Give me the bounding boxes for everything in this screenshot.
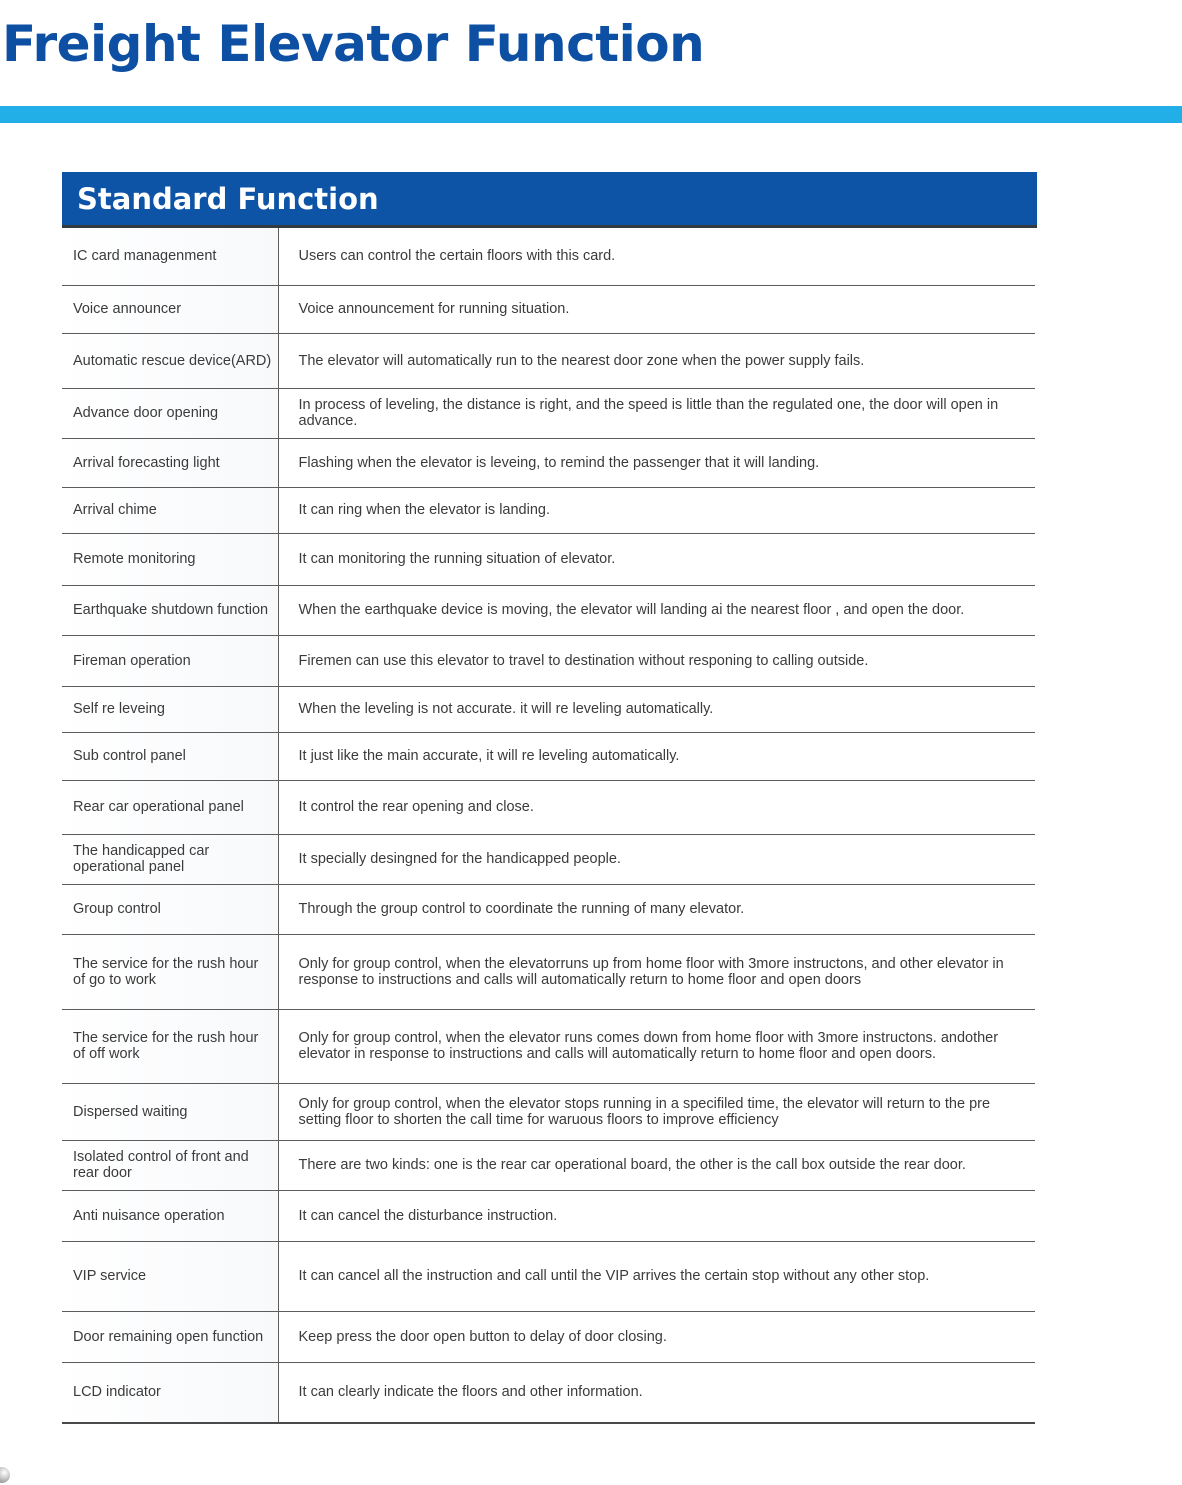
function-description-cell <box>278 388 1035 438</box>
function-name-cell <box>62 1140 278 1190</box>
function-description-cell <box>278 1083 1035 1140</box>
function-description-cell <box>278 487 1035 533</box>
section-header <box>62 172 1037 228</box>
function-name-cell <box>62 333 278 388</box>
function-name: Sub control panel <box>73 748 186 764</box>
table-row <box>62 487 1035 533</box>
table-row <box>62 438 1035 487</box>
function-description: In process of leveling, the distance is right, and the speed is little than the regulated one, the door will open in advance. <box>298 397 999 429</box>
table-row <box>62 1009 1035 1083</box>
corner-decoration <box>0 1467 10 1483</box>
table-row <box>62 732 1035 780</box>
function-name-cell <box>62 285 278 333</box>
function-name: Remote monitoring <box>73 551 196 567</box>
function-description-cell <box>278 1362 1035 1423</box>
function-name: IC card managenment <box>73 248 217 265</box>
table-row <box>62 1362 1035 1423</box>
function-name-cell <box>62 834 278 884</box>
standard-function-table <box>62 172 1037 1424</box>
table-row <box>62 585 1035 635</box>
function-name: Anti nuisance operation <box>73 1207 225 1224</box>
table-row <box>62 285 1035 333</box>
function-name-cell <box>62 732 278 780</box>
function-description-cell <box>278 635 1035 686</box>
function-name-cell <box>62 1083 278 1140</box>
function-name: Door remaining open function <box>73 1328 264 1345</box>
table-row <box>62 1140 1035 1190</box>
function-description-cell <box>278 1311 1035 1362</box>
function-name-cell <box>62 1311 278 1362</box>
function-name-cell <box>62 1241 278 1311</box>
function-name: The service for the rush hour of off work <box>73 1030 259 1062</box>
function-description-cell <box>278 1140 1035 1190</box>
function-name-cell <box>62 1190 278 1241</box>
function-description-cell <box>278 533 1035 585</box>
function-name-cell <box>62 228 278 285</box>
function-description: It can ring when the elevator is landing. <box>298 502 550 518</box>
table-row <box>62 333 1035 388</box>
function-description: Through the group control to coordinate the running of many elevator. <box>298 901 745 917</box>
function-name: Self re leveing <box>73 701 165 717</box>
function-description: Only for group control, when the elevator stops running in a specifiled time, the elevator will return to the pre setting floor to shorten the call time for waruous floors to improve efficiency <box>298 1095 991 1128</box>
function-name-cell <box>62 487 278 533</box>
function-description-cell <box>278 1190 1035 1241</box>
function-name-cell <box>62 533 278 585</box>
function-description: When the leveling is not accurate. it will re leveling automatically. <box>298 701 714 717</box>
table-row <box>62 934 1035 1009</box>
function-description: It control the rear opening and close. <box>298 799 534 815</box>
function-name: Advance door opening <box>73 405 219 421</box>
function-description-cell <box>278 228 1035 285</box>
function-description: Voice announcement for running situation. <box>298 301 570 317</box>
function-description-cell <box>278 732 1035 780</box>
function-description-cell <box>278 585 1035 635</box>
function-description-cell <box>278 780 1035 834</box>
function-description-cell <box>278 1241 1035 1311</box>
function-description: Firemen can use this elevator to travel to destination without responing to calling outside. <box>298 652 869 669</box>
function-description: It just like the main accurate, it will re leveling automatically. <box>298 748 680 764</box>
function-name-cell <box>62 438 278 487</box>
table-row <box>62 228 1035 285</box>
table-row <box>62 388 1035 438</box>
function-description-cell <box>278 438 1035 487</box>
table-row <box>62 533 1035 585</box>
function-description-cell <box>278 1009 1035 1083</box>
function-description: It can monitoring the running situation of elevator. <box>298 551 616 567</box>
function-name: VIP service <box>73 1268 147 1284</box>
function-description: Only for group control, when the elevator runs comes down from home floor with 3more instructons. andother elevator in response to instructions and calls will automatically return to home floor and open doors. <box>298 1030 999 1062</box>
table-row <box>62 1190 1035 1241</box>
function-name: Arrival forecasting light <box>73 454 220 471</box>
function-description: Keep press the door open button to delay of door closing. <box>298 1328 667 1345</box>
function-name: LCD indicator <box>73 1384 161 1401</box>
function-name: Dispersed waiting <box>73 1103 188 1120</box>
function-name: Isolated control of front and rear door <box>73 1149 249 1181</box>
function-name-cell <box>62 388 278 438</box>
function-name-cell <box>62 1362 278 1423</box>
function-name-cell <box>62 780 278 834</box>
function-description: Flashing when the elevator is leveing, to remind the passenger that it will landing. <box>298 454 820 471</box>
function-description-cell <box>278 686 1035 732</box>
function-name: Arrival chime <box>73 502 157 518</box>
function-description: It specially desingned for the handicapped people. <box>298 851 621 867</box>
table-row <box>62 884 1035 934</box>
function-description-cell <box>278 884 1035 934</box>
function-name-cell <box>62 585 278 635</box>
page-title: Freight Elevator Function <box>2 15 705 73</box>
function-description: When the earthquake device is moving, the elevator will landing ai the nearest floor , and open the door. <box>298 602 965 618</box>
function-description: Only for group control, when the elevatorruns up from home floor with 3more instructons, and other elevator in response to instructions and calls will automatically return to home floor and open doors <box>298 955 1004 988</box>
function-description: Users can control the certain floors with this card. <box>298 248 616 265</box>
table-row <box>62 1311 1035 1362</box>
function-name-cell <box>62 934 278 1009</box>
function-description-cell <box>278 285 1035 333</box>
table-row <box>62 635 1035 686</box>
function-name: Voice announcer <box>73 301 182 317</box>
function-description-cell <box>278 834 1035 884</box>
section-title: Standard Function <box>77 181 379 216</box>
table-row <box>62 1241 1035 1311</box>
function-name: The handicapped car operational panel <box>73 843 210 875</box>
function-name-cell <box>62 884 278 934</box>
function-description: The elevator will automatically run to the nearest door zone when the power supply fails. <box>298 352 865 369</box>
function-name: Fireman operation <box>73 652 191 669</box>
function-name-cell <box>62 1009 278 1083</box>
function-table <box>62 228 1035 1424</box>
function-name-cell <box>62 635 278 686</box>
function-name: Automatic rescue device(ARD) <box>73 352 272 369</box>
table-row <box>62 1083 1035 1140</box>
function-description: It can cancel all the instruction and call until the VIP arrives the certain stop without any other stop. <box>298 1268 930 1284</box>
function-description: It can clearly indicate the floors and other information. <box>298 1384 643 1401</box>
table-row <box>62 780 1035 834</box>
function-description-cell <box>278 333 1035 388</box>
function-name: Group control <box>73 901 161 917</box>
function-name: Rear car operational panel <box>73 799 244 815</box>
table-row <box>62 686 1035 732</box>
function-name: The service for the rush hour of go to work <box>73 955 259 988</box>
function-description: There are two kinds: one is the rear car operational board, the other is the call box outside the rear door. <box>298 1157 966 1173</box>
title-accent-rule <box>0 106 1182 123</box>
function-description: It can cancel the disturbance instruction. <box>298 1207 558 1224</box>
table-row <box>62 834 1035 884</box>
function-name: Earthquake shutdown function <box>73 602 269 618</box>
function-name-cell <box>62 686 278 732</box>
function-description-cell <box>278 934 1035 1009</box>
